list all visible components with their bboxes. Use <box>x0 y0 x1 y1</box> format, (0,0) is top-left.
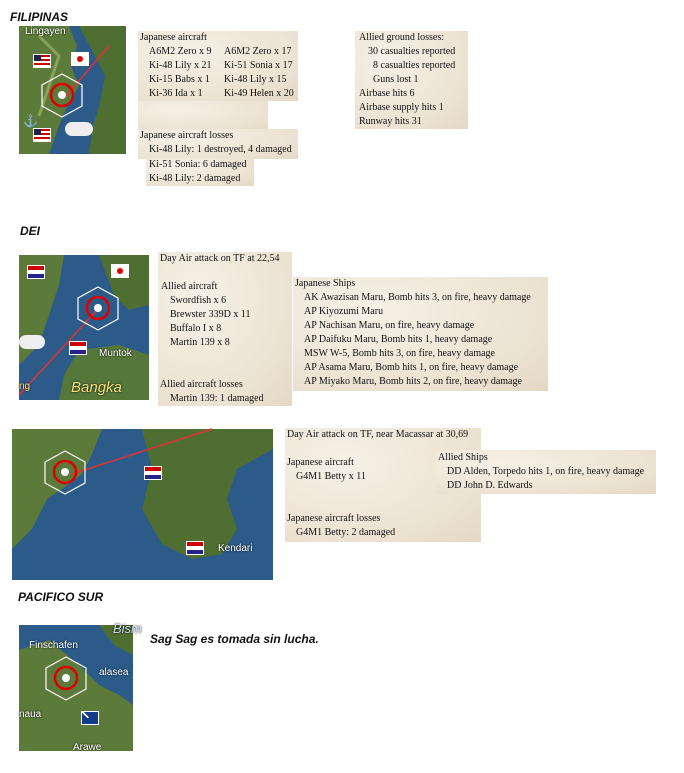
list-item: Ki-48 Lily: 1 destroyed, 4 damaged <box>149 144 292 155</box>
list-item: Ki-48 Lily x 15 <box>224 74 287 85</box>
us-flag-icon <box>33 54 51 68</box>
map-dei-celebes[interactable] <box>12 429 273 580</box>
target-hex-icon[interactable] <box>43 655 89 701</box>
map-label-arawe: Arawe <box>73 742 102 753</box>
list-item: AP Miyako Maru, Bomb hits 2, on fire, heavy damage <box>304 376 522 387</box>
list-item: Ki-51 Sonia: 6 damaged <box>149 159 247 170</box>
list-item: A6M2 Zero x 9 <box>149 46 212 57</box>
weather-cloud-icon <box>65 122 93 136</box>
list-item: A6M2 Zero x 17 <box>224 46 292 57</box>
filipinas-gap-panel <box>138 101 268 131</box>
allied-ships-title: Allied Ships <box>438 452 488 463</box>
map-dei-bangka[interactable] <box>19 255 149 400</box>
list-item: Airbase supply hits 1 <box>359 102 444 113</box>
target-hex-icon[interactable] <box>39 72 85 118</box>
filipinas-jap-losses-panel <box>138 129 298 159</box>
list-item: Ki-36 Ida x 1 <box>149 88 203 99</box>
japan-flag-icon <box>111 264 129 278</box>
map-label-naua: naua <box>19 709 42 720</box>
jap-aircraft-title: Japanese aircraft <box>140 32 207 43</box>
filipinas-jap-losses-panel-2 <box>146 158 254 186</box>
jap-losses-title: Japanese aircraft losses <box>140 130 234 141</box>
map-label-muntok: Muntok <box>99 348 132 359</box>
map-label-bism: Bism <box>113 621 142 636</box>
jap-aircraft-col1 <box>149 45 212 101</box>
dutch-flag-icon <box>27 265 45 279</box>
dei1-jap-ships-panel <box>293 277 548 391</box>
jap-ships-title: Japanese Ships <box>295 278 356 289</box>
sag-sag-note: Sag Sag es tomada sin lucha. <box>150 632 319 646</box>
australia-flag-icon <box>81 711 99 725</box>
attack-title: Day Air attack on TF at 22,54 <box>160 253 280 264</box>
map-filipinas[interactable] <box>19 26 126 154</box>
dei1-allied-panel <box>158 252 292 406</box>
list-item: AK Awazisan Maru, Bomb hits 3, on fire, heavy damage <box>304 292 531 303</box>
weather-cloud-icon <box>19 335 45 349</box>
list-item: AP Asama Maru, Bomb hits 1, on fire, heavy damage <box>304 362 519 373</box>
list-item: Buffalo I x 8 <box>170 323 222 334</box>
list-item: Ki-48 Lily x 21 <box>149 60 212 71</box>
map-label-lingayen: Lingayen <box>25 26 66 37</box>
list-item: AP Kiyozumi Maru <box>304 306 384 317</box>
list-item: Martin 139: 1 damaged <box>170 393 264 404</box>
japan-flag-icon <box>71 52 89 66</box>
section-title-pacifico: PACIFICO SUR <box>18 590 104 604</box>
list-item: Runway hits 31 <box>359 116 422 127</box>
target-hex-icon[interactable] <box>42 449 88 495</box>
filipinas-jap-aircraft-panel <box>138 31 298 101</box>
allied-losses-title: Allied aircraft losses <box>160 379 243 390</box>
list-item: 8 casualties reported <box>373 60 456 71</box>
list-item: Swordfish x 6 <box>170 295 227 306</box>
map-label-bangka: Bangka <box>71 379 122 396</box>
list-item: 30 casualties reported <box>368 46 456 57</box>
map-label-finschafen: Finschafen <box>29 640 78 651</box>
attack-title: Day Air attack on TF, near Macassar at 30,69 <box>287 429 469 440</box>
allied-ground-title: Allied ground losses: <box>359 32 444 43</box>
list-item: Martin 139 x 8 <box>170 337 230 348</box>
filipinas-allied-ground-panel <box>355 31 468 129</box>
map-pacifico[interactable] <box>19 621 142 753</box>
dutch-flag-icon <box>144 466 162 480</box>
allied-aircraft-title: Allied aircraft <box>161 281 218 292</box>
dutch-flag-icon <box>69 341 87 355</box>
list-item: Guns lost 1 <box>373 74 419 85</box>
section-title-filipinas: FILIPINAS <box>10 10 69 24</box>
jap-losses-title: Japanese aircraft losses <box>287 513 381 524</box>
list-item: G4M1 Betty x 11 <box>296 471 366 482</box>
map-label-ng: ng <box>19 381 31 392</box>
list-item: AP Daifuku Maru, Bomb hits 1, heavy damage <box>304 334 493 345</box>
map-label-kendari: Kendari <box>218 543 253 554</box>
map-label-salasea: alasea <box>99 667 129 678</box>
list-item: Ki-51 Sonia x 17 <box>224 60 293 71</box>
list-item: Airbase hits 6 <box>359 88 415 99</box>
list-item: G4M1 Betty: 2 damaged <box>296 527 396 538</box>
target-hex-icon[interactable] <box>75 285 121 331</box>
dei2-allied-ships-panel <box>436 450 656 494</box>
list-item: AP Nachisan Maru, on fire, heavy damage <box>304 320 475 331</box>
dutch-flag-icon <box>186 541 204 555</box>
list-item: DD John D. Edwards <box>447 480 533 491</box>
list-item: Ki-15 Babs x 1 <box>149 74 210 85</box>
section-title-dei: DEI <box>20 224 41 238</box>
list-item: MSW W-5, Bomb hits 3, on fire, heavy damage <box>304 348 495 359</box>
list-item: Ki-49 Helen x 20 <box>224 88 294 99</box>
anchor-icon: ⚓ <box>23 114 38 128</box>
jap-aircraft-col2 <box>224 45 294 101</box>
jap-aircraft-title: Japanese aircraft <box>287 457 354 468</box>
us-flag-icon <box>33 128 51 142</box>
list-item: Ki-48 Lily: 2 damaged <box>149 173 241 184</box>
list-item: Brewster 339D x 11 <box>170 309 251 320</box>
list-item: DD Alden, Torpedo hits 1, on fire, heavy damage <box>447 466 645 477</box>
